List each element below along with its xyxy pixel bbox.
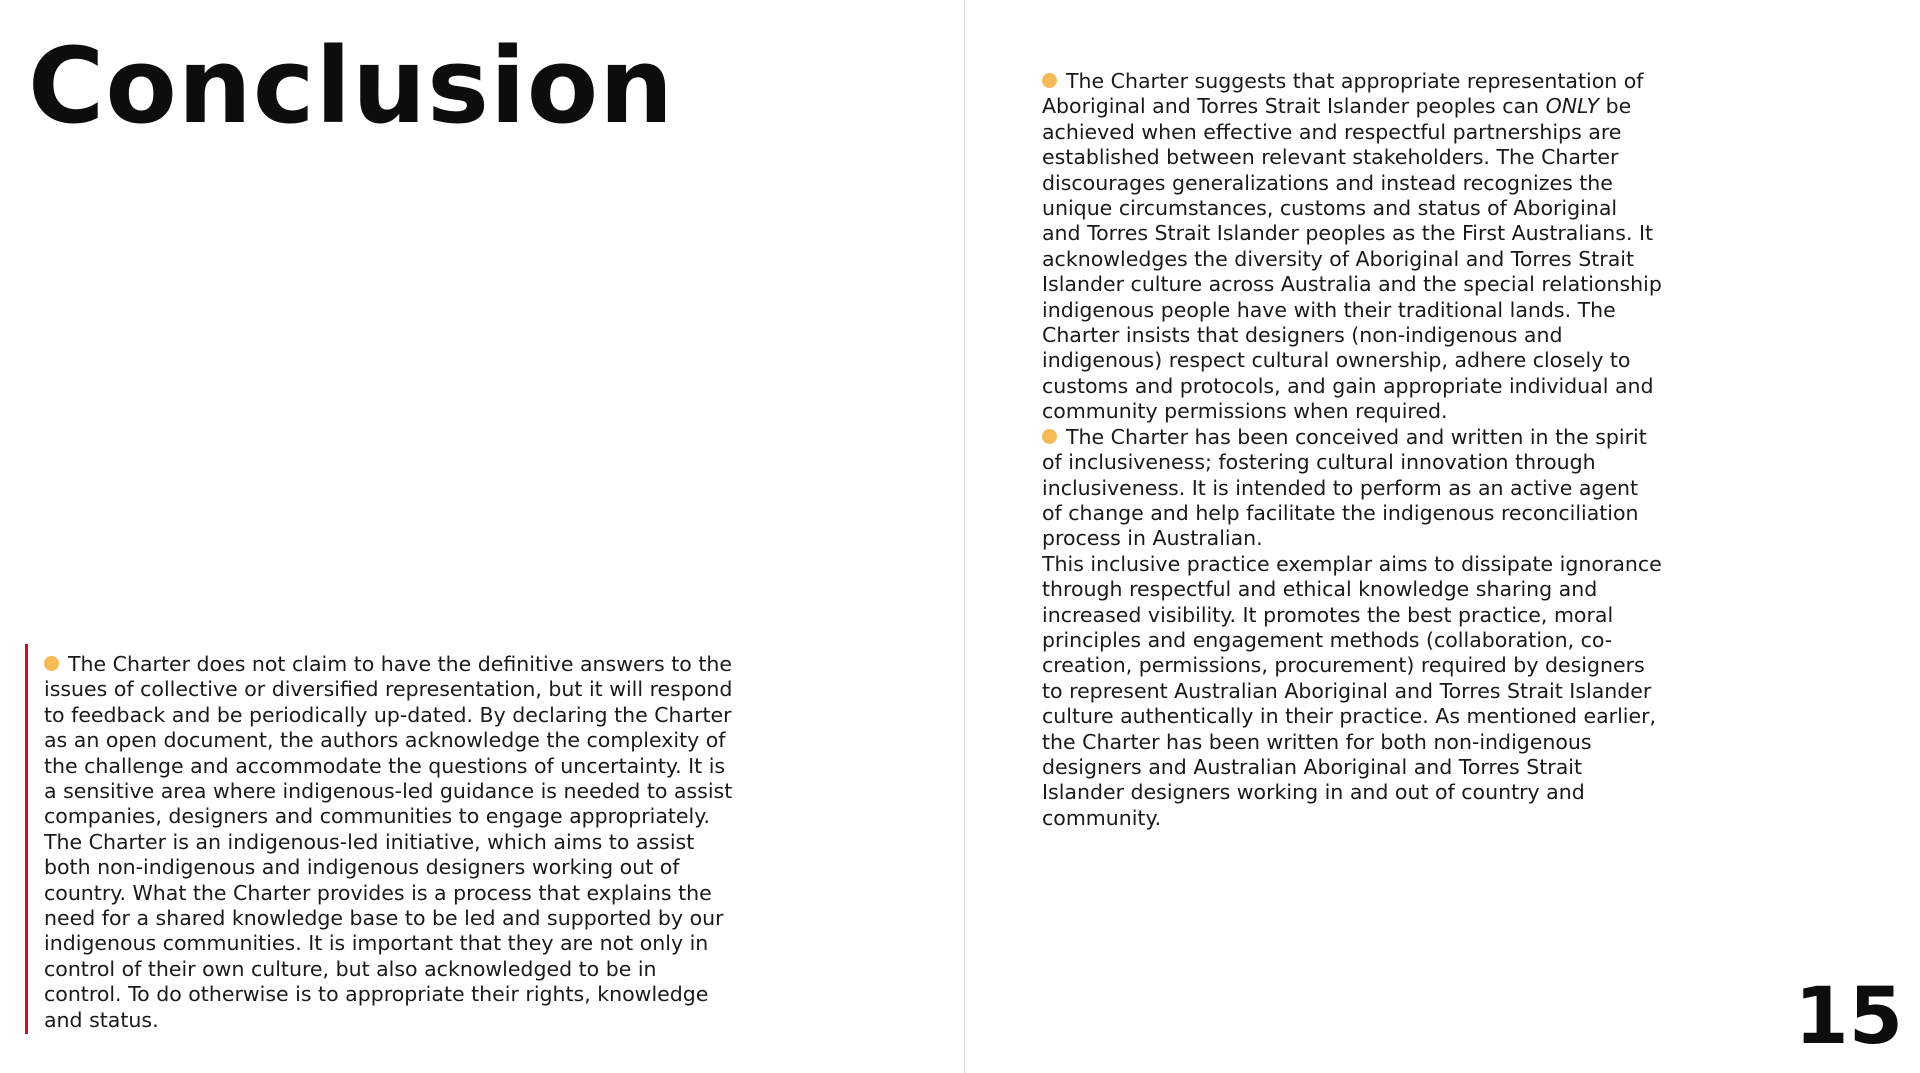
right-paragraph-2 xyxy=(1042,425,1662,552)
accent-bar xyxy=(25,644,28,1034)
right-paragraph-3: This inclusive practice exemplar aims to dissipate ignorance through respectful and ethical knowledge sharing and increased visibility. It promotes the best practice, moral principles and engagement methods (collaboration, co-creation, permissions, procurement) required by designers to represent Australian Aboriginal and Torres Strait Islander culture authentically in their practice. As mentioned earlier, the Charter has been written for both non-indigenous designers and Australian Aboriginal and Torres Strait Islander designers working in and out of country and community. xyxy=(1042,551,1662,830)
right-paragraph-2-text: The Charter has been conceived and written in the spirit of inclusiveness; fostering cultural innovation through inclusiveness. It is intended to perform as an active agent of change and help facilitate the indigenous reconciliation process in Australian. xyxy=(1042,424,1647,551)
right-text-block xyxy=(1042,69,1662,831)
left-paragraph xyxy=(44,652,734,1033)
right-paragraph-1-text-end: be achieved when effective and respectful partnerships are established between relevant stakeholders. The Charter discourages generalizations and instead recognizes the unique circumstances, customs and status of Aboriginal and Torres Strait Islander peoples as the First Australians. It acknowledges the diversity of Aboriginal and Torres Strait Islander culture across Australia and the special relationship indigenous people have with their traditional lands. The Charter insists that designers (non-indigenous and indigenous) respect cultural ownership, adhere closely to customs and protocols, and gain appropriate individual and community permissions when required. xyxy=(1042,94,1662,424)
right-paragraph-1-text-start: The Charter suggests that appropriate representation of Aboriginal and Torres Strait Islander peoples can xyxy=(1042,69,1644,119)
page-number: 15 xyxy=(1794,972,1903,1062)
left-text-block xyxy=(44,652,734,1033)
right-paragraph-1-emphasis: ONLY xyxy=(1545,94,1600,119)
left-paragraph-text: The Charter does not claim to have the definitive answers to the issues of collective or diversified representation, but it will respond to feedback and be periodically up-dated. By declaring the Charter as an open document, the authors acknowledge the complexity of the challenge and accommodate the questions of uncertainty. It is a sensitive area where indigenous-led guidance is needed to assist companies, designers and communities to engage appropriately. The Charter is an indigenous-led initiative, which aims to assist both non-indigenous and indigenous designers working out of country. What the Charter provides is a process that explains the need for a shared knowledge base to be led and supported by our indigenous communities. It is important that they are not only in control of their own culture, but also acknowledged to be in control. To do otherwise is to appropriate their rights, knowledge and status. xyxy=(44,652,733,1032)
bullet-dot-icon xyxy=(1042,429,1057,444)
bullet-dot-icon xyxy=(1042,73,1057,88)
right-paragraph-1 xyxy=(1042,69,1662,425)
bullet-dot-icon xyxy=(44,656,59,671)
page-title: Conclusion xyxy=(28,25,675,147)
column-divider xyxy=(964,0,965,1073)
